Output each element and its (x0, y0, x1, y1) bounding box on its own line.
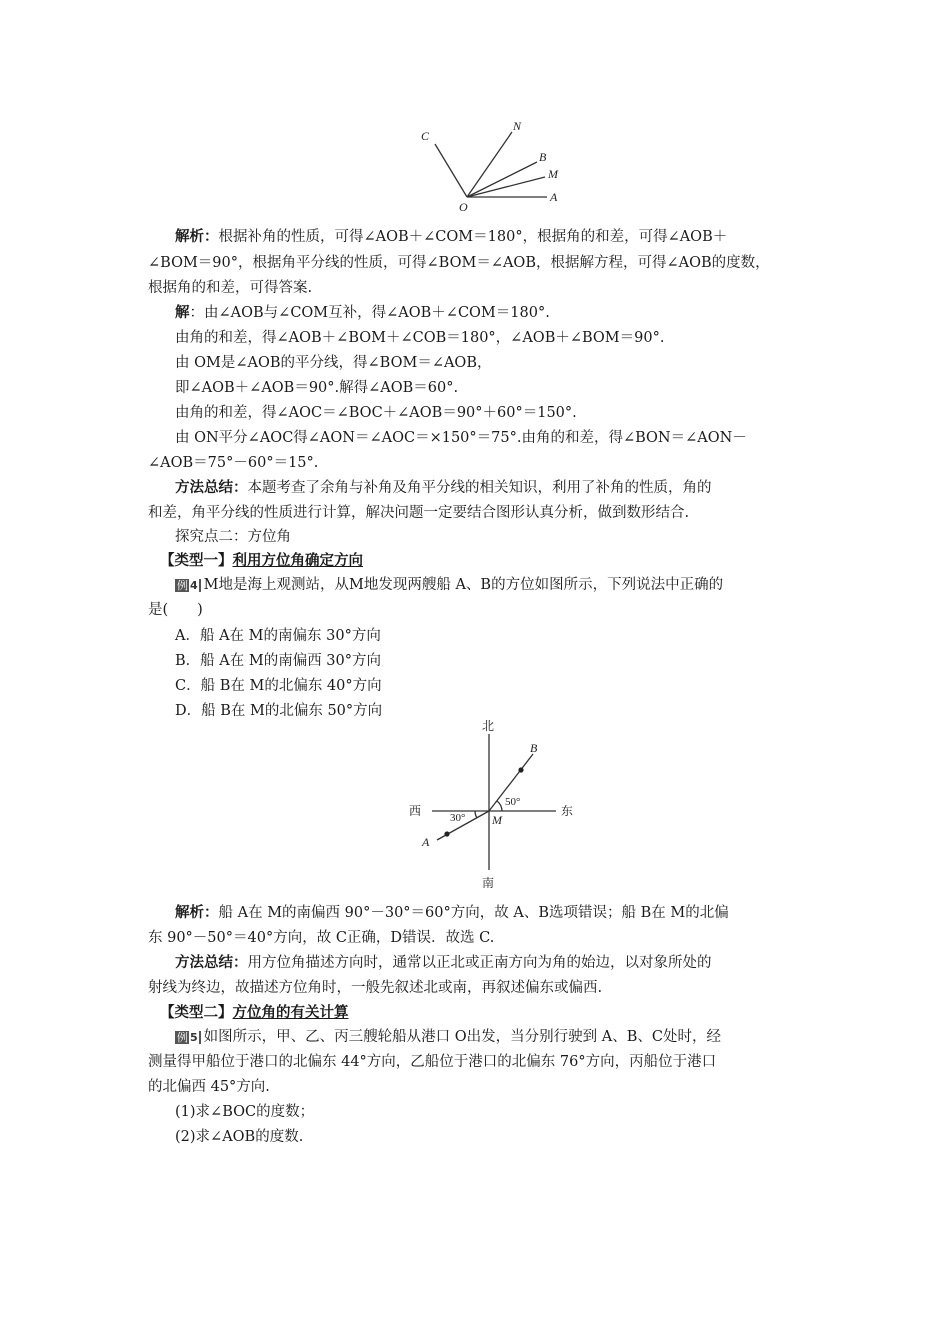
analysis-line-1: 解析：根据补角的性质，可得∠AOB＋∠COM＝180°，根据角的和差，可得∠AOB＋ (175, 228, 728, 245)
option-b: B．船 A在 M的南偏西 30°方向 (175, 653, 382, 669)
option-a: A．船 A在 M的南偏东 30°方向 (175, 628, 381, 644)
example-badge: 例 4 (175, 579, 201, 592)
solution-line-6: 由 ON平分∠AOC得∠AON＝∠AOC＝×150°＝75°.由角的和差，得∠BON＝∠AON－ (175, 430, 747, 446)
explore-heading: 探究点二：方位角 (175, 529, 291, 545)
example4-question-line-2: 是( ) (148, 602, 203, 618)
label-north: 北 (482, 719, 495, 733)
point-b (518, 767, 523, 772)
type1-heading: 【类型一】利用方位角确定方向 (160, 552, 363, 569)
label-n: N (513, 119, 522, 133)
label-m: M (548, 167, 558, 181)
solution-line-5: 由角的和差，得∠AOC＝∠BOC＋∠AOB＝90°＋60°＝150°. (175, 405, 577, 421)
type2-heading: 【类型二】方位角的有关计算 (160, 1004, 349, 1021)
label-a: A (550, 190, 558, 204)
ray-oc (435, 144, 467, 197)
example5-question-line-3: 的北偏西 45°方向. (148, 1079, 270, 1095)
label-50: 50° (505, 796, 521, 808)
example5-question-line-2: 测量得甲船位于港口的北偏东 44°方向，乙船位于港口的北偏东 76°方向，丙船位于港口 (148, 1054, 717, 1070)
label-b: B (530, 741, 538, 755)
point-a (444, 831, 449, 836)
label-b: B (539, 150, 547, 164)
example-badge: 例 5 (175, 1031, 201, 1044)
analysis2-line-1: 解析：船 A在 M的南偏西 90°－30°＝60°方向，故 A、B选项错误；船 B在 M的北偏 (175, 904, 729, 921)
label-west: 西 (409, 804, 422, 818)
summary2-line-2: 射线为终边，故描述方位角时，一般先叙述北或南，再叙述偏东或偏西. (148, 980, 603, 996)
angle-rays-figure (405, 118, 575, 218)
solution-line-4: 即∠AOB＋∠AOB＝90°.解得∠AOB＝60°. (175, 380, 459, 396)
compass-figure (400, 718, 590, 893)
ray-ob (467, 162, 537, 197)
label-east: 东 (561, 804, 574, 818)
arc-50 (497, 801, 502, 811)
option-d: D．船 B在 M的北偏东 50°方向 (175, 703, 383, 719)
label-c: C (421, 129, 430, 143)
solution-line-2: 由角的和差，得∠AOB＋∠BOM＋∠COB＝180°，∠AOB＋∠BOM＝90°. (175, 330, 665, 346)
example4-question-line-1: 例 4 M地是海上观测站，从M地发现两艘船 A、B的方位如图所示，下列说法中正确的 (177, 577, 724, 593)
summary2-line-1: 方法总结：用方位角描述方向时，通常以正北或正南方向为角的始边，以对象所处的 (175, 954, 712, 971)
label-o: O (459, 200, 468, 214)
label-30: 30° (450, 812, 466, 824)
solution-line-7: ∠AOB＝75°－60°＝15°. (148, 455, 319, 471)
subquestion-2: (2)求∠AOB的度数. (175, 1129, 304, 1145)
solution-line-3: 由 OM是∠AOB的平分线，得∠BOM＝∠AOB， (175, 355, 492, 371)
label-m: M (492, 813, 502, 827)
summary-line-1: 方法总结：本题考查了余角与补角及角平分线的相关知识，利用了补角的性质，角的 (175, 479, 712, 496)
solution-line-1: 解：由∠AOB与∠COM互补，得∠AOB＋∠COM＝180°. (175, 304, 550, 321)
analysis-line-3: 根据角的和差，可得答案. (148, 280, 313, 296)
option-c: C．船 B在 M的北偏东 40°方向 (175, 678, 382, 694)
analysis-line-2: ∠BOM＝90°，根据角平分线的性质，可得∠BOM＝∠AOB，根据解方程，可得∠AOB的度数， (148, 255, 770, 271)
label-a: A (422, 835, 430, 849)
analysis2-line-2: 东 90°－50°＝40°方向，故 C正确，D错误．故选 C. (148, 930, 495, 946)
arc-30 (475, 811, 477, 818)
subquestion-1: (1)求∠BOC的度数； (175, 1104, 315, 1120)
label-south: 南 (482, 876, 495, 890)
summary-line-2: 和差，角平分线的性质进行计算，解决问题一定要结合图形认真分析，做到数形结合. (148, 505, 690, 521)
example5-question-line-1: 例 5 如图所示，甲、乙、丙三艘轮船从港口 O出发，当分别行驶到 A、B、C处时，经 (177, 1029, 721, 1045)
